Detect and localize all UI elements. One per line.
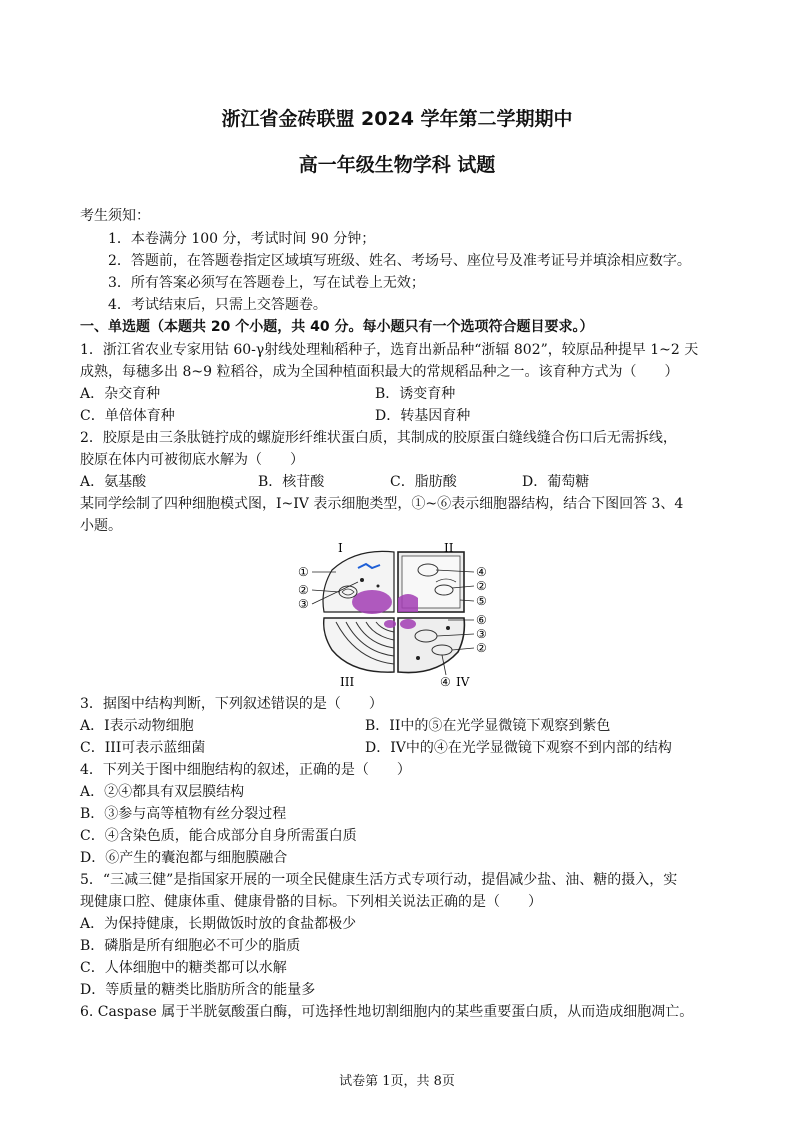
quadrant-label: III [340,675,355,689]
q1-option-a: A．杂交育种 [80,386,161,402]
q3-option-a: A．I表示动物细胞 [80,718,194,734]
quadrant-label: I [338,541,343,555]
notice-item: 2．答题前，在答题卷指定区域填写班级、姓名、考场号、座位号及准考证号并填涂相应数字。 [108,253,691,269]
q1-stem: 成熟，每穗多出 8~9 粒稻谷，成为全国种植面积最大的常规稻品种之一。该育种方式为（ ） [80,364,679,380]
q3-option-b: B．II中的⑤在光学显微镜下观察到紫色 [365,718,611,734]
structure-label: ⑤ [476,594,487,608]
structure-label: ④ [440,675,451,689]
notice-item: 1．本卷满分 100 分，考试时间 90 分钟； [108,231,376,247]
q2-stem: 2．胶原是由三条肽链拧成的螺旋形纤维状蛋白质，其制成的胶原蛋白缝线缝合伤口后无需拆线， [80,430,677,446]
figure-intro: 某同学绘制了四种细胞模式图，I~IV 表示细胞类型，①~⑥表示细胞器结构，结合下图回答 3、4 [80,496,684,512]
q2-option-d: D．葡萄糖 [522,474,590,490]
q5-stem: 现健康口腔、健康体重、健康骨骼的目标。下列相关说法正确的是（ ） [80,894,542,910]
figure-intro: 小题。 [80,518,122,534]
q1-option-b: B．诱变育种 [375,386,456,402]
structure-label: ② [476,579,487,593]
page-title: 浙江省金砖联盟 2024 学年第二学期期中 [221,108,573,130]
q1-option-d: D．转基因育种 [375,408,471,424]
q5-option-d: D．等质量的糖类比脂肪所含的能量多 [80,982,316,998]
q2-option-c: C．脂肪酸 [390,474,457,490]
page-footer: 试卷第 1页，共 8页 [339,1074,455,1089]
structure-label: ⑥ [476,613,487,627]
q5-option-a: A．为保持健康，长期做饭时放的食盐都极少 [80,916,357,932]
page-subtitle: 高一年级生物学科 试题 [298,154,496,176]
q1-option-c: C．单倍体育种 [80,408,175,424]
q5-option-c: C．人体细胞中的糖类都可以水解 [80,960,287,976]
q4-stem: 4．下列关于图中细胞结构的叙述，正确的是（ ） [80,762,411,778]
notice-heading: 考生须知： [80,208,150,224]
q5-option-b: B．磷脂是所有细胞必不可少的脂质 [80,938,301,954]
q2-stem: 胶原在体内可被彻底水解为（ ） [80,452,304,468]
q6-stem: 6. Caspase 属于半胱氨酸蛋白酶，可选择性地切割细胞内的某些重要蛋白质，从而造成细胞凋亡。 [80,1004,694,1020]
structure-label: ③ [298,597,309,611]
q2-option-b: B．核苷酸 [258,474,325,490]
q4-option-a: A．②④都具有双层膜结构 [80,784,245,800]
q4-option-c: C．④含染色质，能合成部分自身所需蛋白质 [80,828,357,844]
quadrant-label: IV [456,675,470,689]
structure-label: ② [298,583,309,597]
q3-stem: 3．据图中结构判断，下列叙述错误的是（ ） [80,696,383,712]
structure-label: ③ [476,627,487,641]
notice-item: 4．考试结束后，只需上交答题卷。 [108,297,327,313]
q2-option-a: A．氨基酸 [80,474,147,490]
q3-option-c: C．III可表示蓝细菌 [80,740,206,756]
notice-item: 3．所有答案必须写在答题卷上，写在试卷上无效； [108,275,425,291]
structure-label: ① [298,565,309,579]
q5-stem: 5．“三减三健”是指国家开展的一项全民健康生活方式专项行动，提倡减少盐、油、糖的摄入，实 [80,872,678,888]
q3-option-d: D．IV中的④在光学显微镜下观察不到内部的结构 [365,740,672,756]
q1-stem: 1．浙江省农业专家用钴 60-γ射线处理籼稻种子，选育出新品种“浙辐 802”，较原品种提早 1~2 天 [80,342,699,358]
section-heading: 一、单选题（本题共 20 个小题，共 40 分。每小题只有一个选项符合题目要求。） [80,319,594,335]
structure-label: ④ [476,565,487,579]
q4-option-d: D．⑥产生的囊泡都与细胞膜融合 [80,850,288,866]
quadrant-label: II [444,541,454,555]
q4-option-b: B．③参与高等植物有丝分裂过程 [80,806,287,822]
cell-diagram [296,540,496,690]
structure-label: ② [476,641,487,655]
